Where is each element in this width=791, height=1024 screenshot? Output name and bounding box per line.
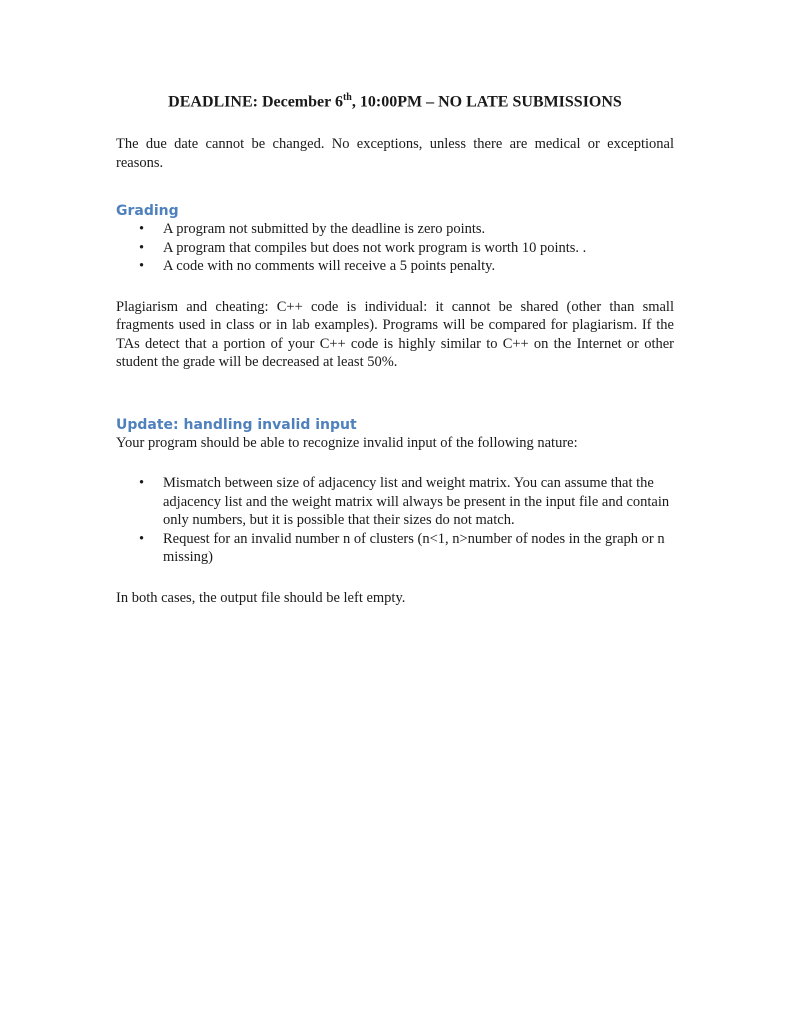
- plagiarism-paragraph: Plagiarism and cheating: C++ code is individual: it cannot be shared (other than small fragments used in class or in lab examples). Programs will be compared for plagiarism. If the TAs detect that a portion of your C++ code is highly similar to C++ on the Internet or other student the grade will be decreased at least 50%.: [116, 298, 674, 371]
- update-list: [116, 474, 674, 567]
- title-text: DEADLINE: December 6: [168, 93, 343, 111]
- bullet-icon: •: [139, 221, 145, 238]
- update-item: • Request for an invalid number n of clusters (n<1, n>number of nodes in the graph or n missing): [139, 530, 665, 566]
- title-suffix: , 10:00PM – NO LATE SUBMISSIONS: [351, 93, 622, 111]
- grading-item: • A code with no comments will receive a 5 points penalty.: [139, 258, 496, 275]
- document-page: [116, 92, 674, 607]
- update-heading: Update: handling invalid input: [116, 416, 357, 433]
- bullet-icon: •: [139, 475, 145, 492]
- bullet-icon: •: [139, 530, 145, 547]
- grading-item: • A program not submitted by the deadline is zero points.: [139, 221, 486, 238]
- deadline-title: [116, 92, 674, 111]
- grading-item: • A program that compiles but does not work program is worth 10 points. .: [139, 239, 587, 256]
- grading-heading: Grading: [116, 203, 179, 220]
- update-intro: Your program should be able to recognize invalid input of the following nature:: [116, 434, 578, 451]
- bullet-icon: •: [139, 239, 145, 256]
- bullet-icon: •: [139, 258, 145, 275]
- closing-paragraph: In both cases, the output file should be left empty.: [116, 589, 406, 606]
- grading-list: [116, 220, 674, 276]
- update-item: • Mismatch between size of adjacency list and weight matrix. You can assume that the adjacency list and the weight matrix will always be present in the input file and contain only numbers, but it is possible that their sizes do not match.: [139, 475, 670, 529]
- title-superscript: th: [342, 92, 352, 103]
- intro-paragraph: The due date cannot be changed. No exceptions, unless there are medical or exceptional reasons.: [116, 136, 674, 171]
